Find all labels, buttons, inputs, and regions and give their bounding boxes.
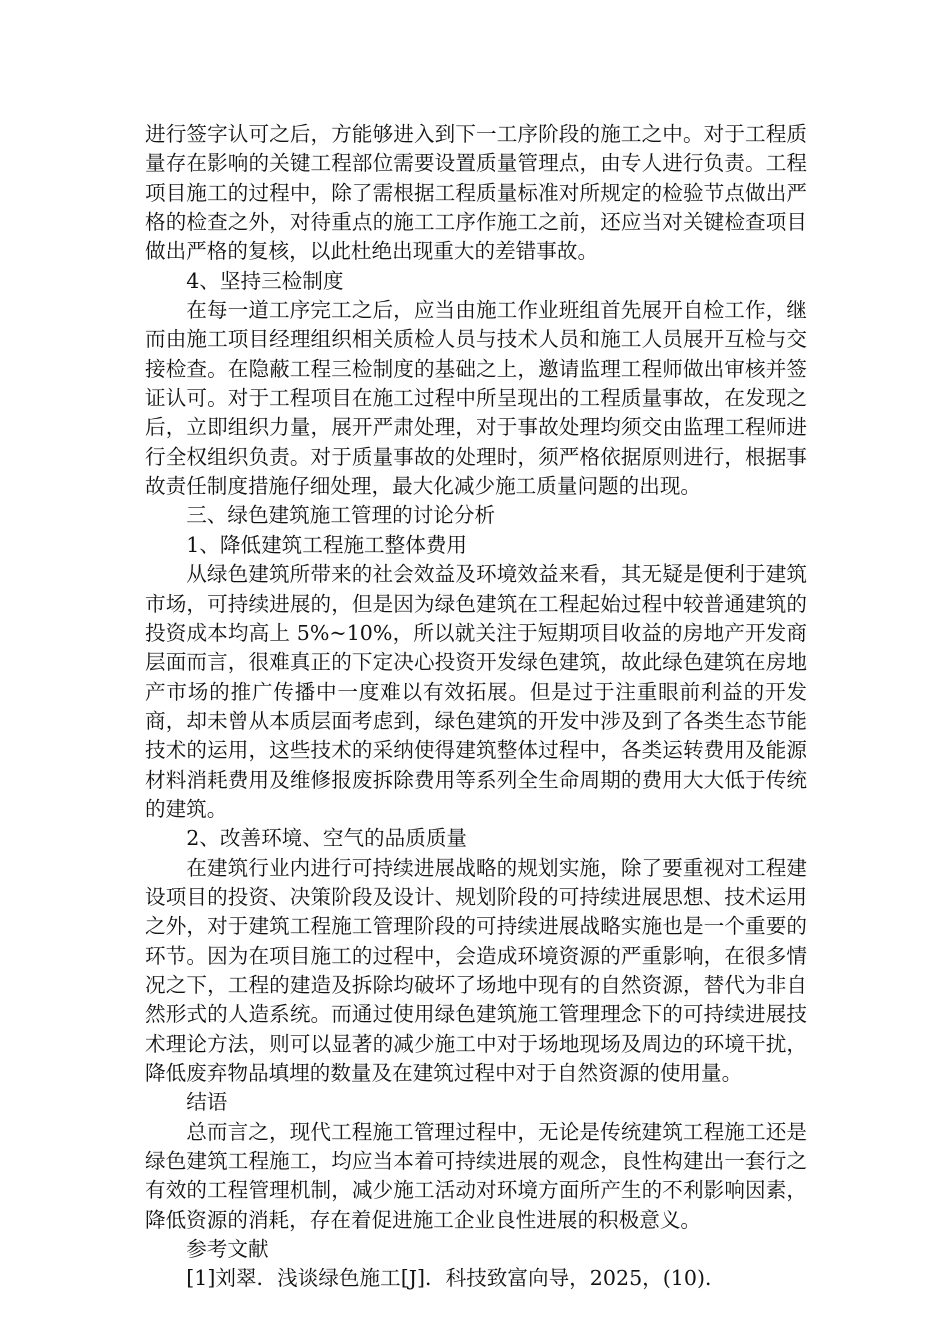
paragraph-quality-control-points: 进行签字认可之后，方能够进入到下一工序阶段的施工之中。对于工程质量存在影响的关键工程部位需要设置质量管理点，由专人进行负责。工程项目施工的过程中，除了需根据工程质量标准对所规定的检验节点做出严格的检查之外，对待重点的施工工序作施工之前，还应当对关键检查项目做出严格的复核，以此杜绝出现重大的差错事故。 [145, 122, 807, 264]
heading-conclusion: 结语 [186, 1090, 228, 1115]
paragraph-reduce-costs: 从绿色建筑所带来的社会效益及环境效益来看，其无疑是便利于建筑市场，可持续进展的，但是因为绿色建筑在工程起始过程中较普通建筑的投资成本均高上 5%~10%，所以就关注于短期项目收益的房地产开发商层面而言，很难真正的下定决心投资开发绿色建筑，故此绿色建筑在房地产市场的推广传播中一度难以有效拓展。但是过于注重眼前利益的开发商，却未曾从本质层面考虑到，绿色建筑的开发中涉及到了各类生态节能技术的运用，这些技术的采纳使得建筑整体过程中，各类运转费用及能源材料消耗费用及维修报废拆除费用等系列全生命周期的费用大大低于传统的建筑。 [145, 562, 807, 821]
heading-improve-environment: 2、改善环境、空气的品质质量 [186, 826, 468, 851]
reference-item: [1]刘翠．浅谈绿色施工[J]．科技致富向导，2025，(10)． [186, 1266, 726, 1291]
paragraph-conclusion: 总而言之，现代工程施工管理过程中，无论是传统建筑工程施工还是绿色建筑工程施工，均应当本着可持续进展的观念，良性构建出一套行之有效的工程管理机制，减少施工活动对环境方面所产生的不利影响因素，降低资源的消耗，存在着促进施工企业良性进展的积极意义。 [145, 1119, 807, 1232]
paragraph-improve-environment: 在建筑行业内进行可持续进展战略的规划实施，除了要重视对工程建设项目的投资、决策阶段及设计、规划阶段的可持续进展思想、技术运用之外，对于建筑工程施工管理阶段的可持续进展战略实施也是一个重要的环节。因为在项目施工的过程中，会造成环境资源的严重影响，在很多情况之下，工程的建造及拆除均破坏了场地中现有的自然资源，替代为非自然形式的人造系统。而通过使用绿色建筑施工管理理念下的可持续进展技术理论方法，则可以显著的减少施工中对于场地现场及周边的环境干扰，降低废弃物品填埋的数量及在建筑过程中对于自然资源的使用量。 [145, 855, 807, 1085]
heading-reduce-costs: 1、降低建筑工程施工整体费用 [186, 532, 468, 557]
document-page [145, 120, 807, 1294]
paragraph-three-inspection: 在每一道工序完工之后，应当由施工作业班组首先展开自检工作，继而由施工项目经理组织相关质检人员与技术人员和施工人员展开互检与交接检查。在隐蔽工程三检制度的基础之上，邀请监理工程师做出审核并签证认可。对于工程项目在施工过程中所呈现出的工程质量事故，在发现之后，立即组织力量，展开严肃处理，对于事故处理均须交由监理工程师进行全权组织负责。对于质量事故的处理时，须严格依据原则进行，根据事故责任制度措施仔细处理，最大化减少施工质量问题的出现。 [145, 298, 807, 499]
heading-section-green-construction: 三、绿色建筑施工管理的讨论分析 [186, 503, 496, 528]
heading-three-inspection-system: 4、坚持三检制度 [186, 268, 344, 293]
heading-references: 参考文献 [186, 1237, 269, 1262]
